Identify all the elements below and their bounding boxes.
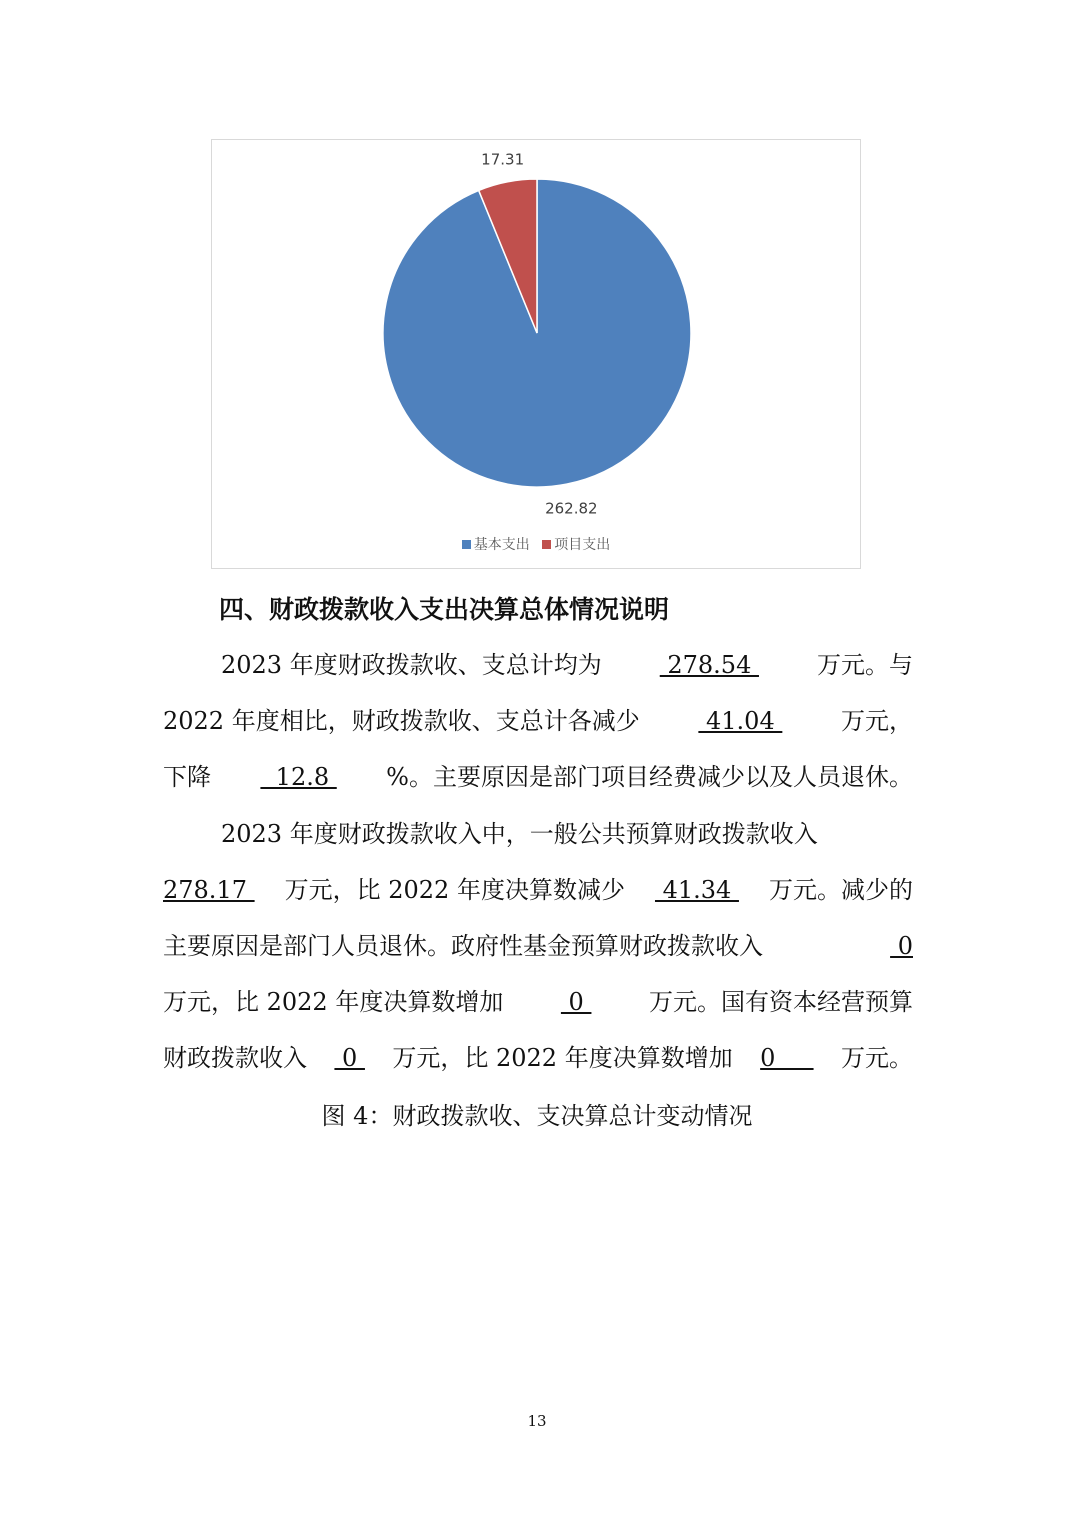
legend-item-basic [462,534,530,554]
legend-swatch-basic [462,540,471,549]
text-segment: 万元，比 2022 年度决算数减少 [284,876,625,904]
legend-swatch-project [542,540,551,549]
text-segment: 万元。国有资本经营预算 [649,988,913,1016]
pie-chart [211,139,861,569]
pie-data-label-1: 262.82 [545,499,598,518]
section-heading: 四、财政拨款收入支出决算总体情况说明 [219,595,670,624]
legend-label-project: 项目支出 [554,537,611,553]
value-capital-increase: 0 [760,1044,814,1072]
paragraph-line [163,1030,913,1086]
text-segment: 万元。减少的 [768,876,913,904]
paragraph-line [163,974,913,1030]
text-segment: 财政拨款收入 [163,1044,307,1072]
paragraph-line [163,806,913,862]
paragraph-line [163,918,913,974]
page-number: 13 [527,1412,547,1430]
text-segment: 2023 年度财政拨款收入中，一般公共预算财政拨款收入 [221,820,818,848]
paragraph-income [163,806,913,1086]
value-fund-budget: 0 [890,932,913,960]
legend-item-project [542,534,610,554]
pie-data-label-2: 17.31 [481,150,525,169]
paragraph-total [163,637,913,805]
paragraph-line [163,637,913,693]
text-segment: 2023 年度财政拨款收、支总计均为 [221,651,602,679]
value-fund-increase: 0 [560,988,592,1016]
figure-caption: 图 4：财政拨款收、支决算总计变动情况 [321,1102,753,1130]
text-segment: 万元， [841,707,913,735]
pie-chart-svg [212,140,862,570]
text-segment: 主要原因是部门人员退休。政府性基金预算财政拨款收入 [163,932,763,960]
text-segment: 下降 [163,763,211,791]
value-general-decrease: 41.34 [654,876,739,904]
text-segment: 万元。与 [816,651,913,679]
text-segment: 万元，比 2022 年度决算数增加 [392,1044,733,1072]
paragraph-line [163,749,913,805]
paragraph-line [163,693,913,749]
value-capital-budget: 0 [334,1044,365,1072]
legend-label-basic: 基本支出 [473,537,530,553]
value-decline-percent: 12.8 [260,763,337,791]
text-segment: %。主要原因是部门项目经费减少以及人员退休。 [386,763,913,791]
value-general-budget: 278.17 [163,876,255,904]
value-total: 278.54 [659,651,759,679]
paragraph-line [163,862,913,918]
text-segment: 万元。 [840,1044,913,1072]
text-segment: 2022 年度相比，财政拨款收、支总计各减少 [163,707,640,735]
text-segment: 万元，比 2022 年度决算数增加 [163,988,504,1016]
chart-legend [212,534,860,554]
value-decrease: 41.04 [698,707,783,735]
